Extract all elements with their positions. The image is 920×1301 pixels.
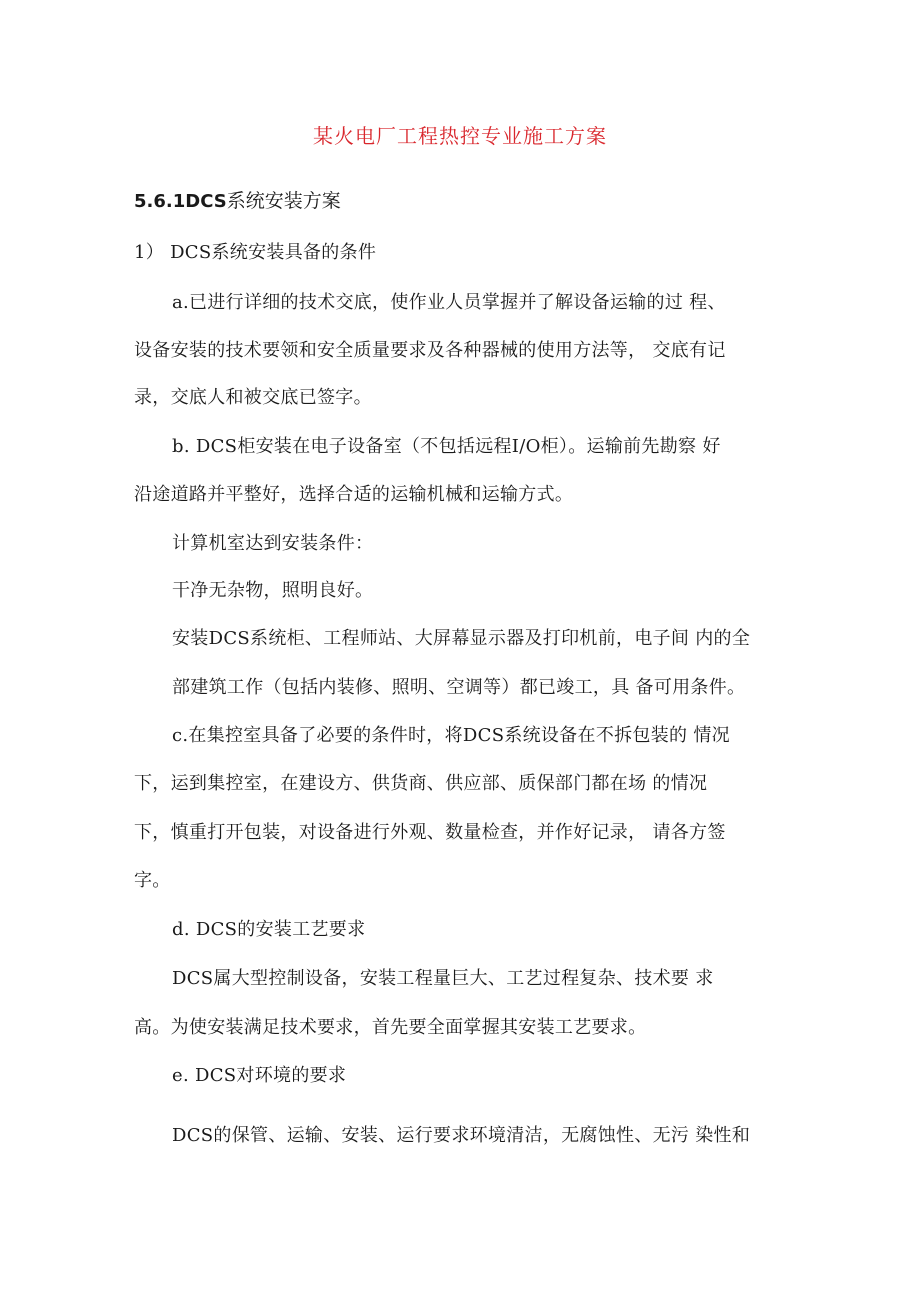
paragraph-line-19: DCS的保管、运输、安装、运行要求环境清洁，无腐蚀性、无污 染性和 <box>172 1125 751 1146</box>
paragraph-line-4: 录，交底人和被交底已签字。 <box>134 387 372 408</box>
paragraph-line-13: 下，慎重打开包装，对设备进行外观、数量检查，并作好记录， 请各方签 <box>134 822 726 843</box>
paragraph-line-9: 安装DCS系统柜、工程师站、大屏幕显示器及打印机前，电子间 内的全 <box>172 628 751 649</box>
paragraph-line-11: c.在集控室具备了必要的条件时，将DCS系统设备在不拆包装的 情况 <box>172 725 730 746</box>
section-number: 5.6.1DCS <box>134 191 227 212</box>
paragraph-line-10: 部建筑工作（包括内装修、照明、空调等）都已竣工，具 备可用条件。 <box>172 677 746 698</box>
section-heading <box>134 186 341 213</box>
paragraph-line-14: 字。 <box>134 870 171 891</box>
paragraph-line-5: b. DCS柜安装在电子设备室（不包括远程I/O柜）。运输前先勘察 好 <box>172 436 721 457</box>
paragraph-line-2: a.已进行详细的技术交底，使作业人员掌握并了解设备运输的过 程、 <box>172 292 726 313</box>
paragraph-line-1: 1） DCS系统安装具备的条件 <box>134 242 377 263</box>
document-title: 某火电厂工程热控专业施工方案 <box>313 124 607 148</box>
paragraph-line-12: 下，运到集控室，在建设方、供货商、供应部、质保部门都在场 的情况 <box>134 773 708 794</box>
paragraph-line-3: 设备安装的技术要领和安全质量要求及各种器械的使用方法等， 交底有记 <box>134 340 726 361</box>
section-title: 系统安装方案 <box>226 190 341 212</box>
paragraph-line-7: 计算机室达到安装条件： <box>172 533 374 554</box>
paragraph-line-15: d. DCS的安装工艺要求 <box>172 919 366 940</box>
paragraph-line-17: 高。为使安装满足技术要求，首先要全面掌握其安装工艺要求。 <box>134 1017 647 1038</box>
paragraph-line-18: e. DCS对环境的要求 <box>172 1065 347 1086</box>
paragraph-line-6: 沿途道路并平整好，选择合适的运输机械和运输方式。 <box>134 484 574 505</box>
paragraph-line-8: 干净无杂物，照明良好。 <box>172 580 374 601</box>
paragraph-line-16: DCS属大型控制设备，安装工程量巨大、工艺过程复杂、技术要 求 <box>172 968 714 989</box>
